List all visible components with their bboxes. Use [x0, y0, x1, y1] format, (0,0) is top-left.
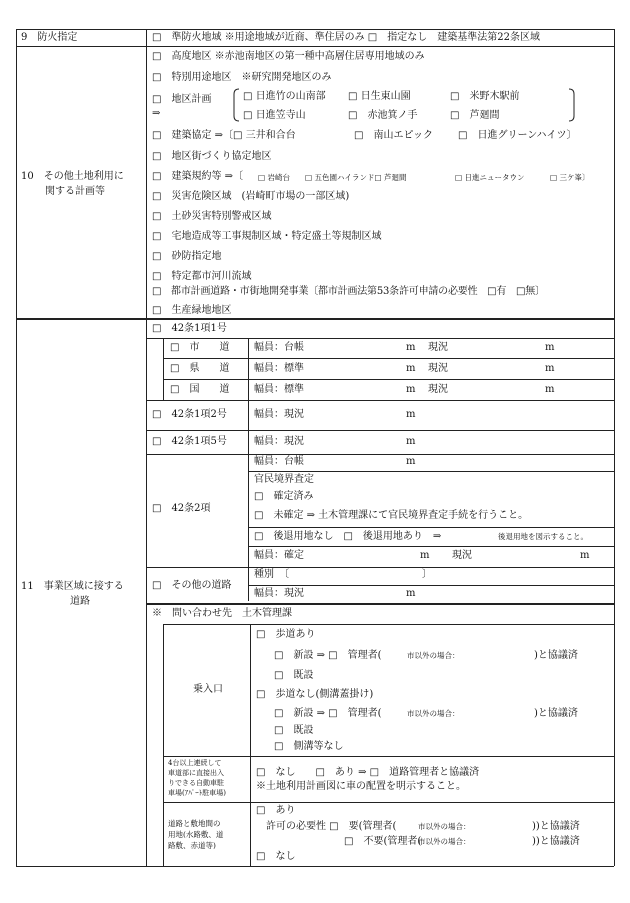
shikichi-nashi-checkbox[interactable]: □ なし — [256, 851, 296, 862]
other-road-width: 幅員：現況 — [254, 588, 304, 599]
sec9-bottom — [16, 46, 614, 47]
kokudo-width-unit: m — [406, 384, 416, 395]
road-42-1-1-checkbox[interactable]: □ 42条1項1号 — [152, 323, 227, 334]
dosha-checkbox[interactable]: □ 土砂災害特別警戒区域 — [152, 211, 272, 222]
road-42-1-2-width: 幅員：現況 — [254, 409, 304, 420]
parking-label-3: りできる自動車駐 — [168, 779, 224, 787]
sonota-bottom — [146, 603, 614, 605]
kyotei-checkbox[interactable]: □ 建築協定 ⇒〔□ 三井和合台 — [152, 130, 296, 141]
noriire-label: 乗入口 — [193, 684, 223, 695]
hodo-ari-post: )と協議済 — [534, 650, 578, 661]
kiyaku-opt-goshikien[interactable]: □ 五色園ハイランド□ 芦廻間 — [305, 173, 407, 182]
shubetsu-close: 〕 — [422, 569, 432, 580]
shikichi-label-2: 用地(水路敷、道 — [168, 830, 224, 839]
sec10-label-1: 10 その他土地利用に — [21, 171, 124, 182]
kokudo-checkbox[interactable]: □ 国 道 — [170, 384, 230, 395]
shido-width-unit: m — [406, 342, 416, 353]
saigai-checkbox[interactable]: □ 災害危険区域 (岩崎町市場の一部区域) — [152, 191, 350, 202]
kyoka-yo-checkbox[interactable]: 許可の必要性 □ 要(管理者( — [266, 821, 397, 832]
tokubetsu-checkbox[interactable]: □ 特別用途地区 ※研究開発地区のみ — [152, 72, 332, 83]
chiku-opt-hazama[interactable]: □ 芦廻間 — [450, 110, 500, 121]
kotai-options[interactable]: □ 後退用地なし □ 後退用地あり ⇒ — [254, 531, 442, 542]
road-42-1-2-checkbox[interactable]: □ 42条1項2号 — [152, 409, 227, 420]
road-42-1-5-width: 幅員：現況 — [254, 436, 304, 447]
kanmin-title: 官民境界査定 — [254, 474, 314, 485]
parking-bottom — [163, 802, 614, 803]
kendo-checkbox[interactable]: □ 県 道 — [170, 363, 230, 374]
sec10-label-2: 関する計画等 — [45, 186, 105, 197]
kendo-width-label: 幅員：標準 — [254, 363, 304, 374]
kakutei-zumi-checkbox[interactable]: □ 確定済み — [254, 491, 314, 502]
sec10-bottom — [16, 318, 614, 320]
chiku-opt-minote[interactable]: □ 赤池箕ノ手 — [348, 110, 418, 121]
kotai-note: 後退用地を図示すること。 — [498, 532, 588, 541]
shikichi-ari-checkbox[interactable]: □ あり — [256, 805, 296, 816]
chiku-opt-takenoyama[interactable]: □ 日進竹の山南部 — [243, 91, 326, 102]
kendo-genkyo-label: 現況 — [428, 363, 448, 374]
kyoka-yo-note: 市以外の場合： — [418, 822, 471, 831]
other-road-unit: m — [406, 588, 416, 599]
road-42-1-5-unit: m — [406, 436, 416, 447]
chiku-opt-higashiyama[interactable]: □ 日生東山園 — [348, 91, 411, 102]
road-42-2-checkbox[interactable]: □ 42条2項 — [152, 503, 211, 514]
parking-note: ※土地利用計画図に車の配置を明示すること。 — [256, 781, 466, 792]
sabo-checkbox[interactable]: □ 砂防指定地 — [152, 251, 222, 262]
chiku-opt-kasadera[interactable]: □ 日進笠寺山 — [243, 110, 306, 121]
kotai-bottom — [248, 546, 614, 547]
contact-note: ※ 問い合わせ先 土木管理課 — [152, 608, 292, 619]
kendo-bottom — [163, 379, 614, 380]
machizukuri-checkbox[interactable]: □ 地区街づくり協定地区 — [152, 151, 272, 162]
road-42-2-kakutei: 幅員：確定 — [254, 550, 304, 561]
kasen-checkbox[interactable]: □ 特定都市河川流域 — [152, 271, 252, 282]
lower-mid-col — [250, 624, 251, 866]
mikakutei-checkbox[interactable]: □ 未確定 ⇒ 土木管理課にて官民境界査定手続を行うこと。 — [254, 510, 529, 521]
frame-top — [16, 29, 614, 30]
kanmin-bottom — [248, 527, 614, 528]
kiyaku-checkbox[interactable]: □ 建築規約等 ⇒〔 — [152, 171, 244, 182]
kyotei-opt-green[interactable]: □ 日進グリーンハイツ〕 — [458, 130, 577, 141]
chiku-opt-komenogi[interactable]: □ 米野木駅前 — [450, 91, 520, 102]
shido-width-label: 幅員：台帳 — [254, 342, 304, 353]
noriire-bottom — [163, 756, 614, 757]
sokko-checkbox[interactable]: □ 側溝等なし — [274, 741, 344, 752]
kiyaku-opt-newtown[interactable]: □ 日進ニュータウン — [455, 173, 525, 182]
hodo-ari-kisetsu[interactable]: □ 既設 — [274, 670, 314, 681]
shubetsu-bottom — [248, 585, 614, 586]
chiku-arrow: ⇒ — [152, 108, 161, 119]
kendo-genkyo-unit: m — [545, 363, 555, 374]
r2-bottom — [146, 430, 614, 431]
column-divider — [146, 29, 147, 866]
daicho2-bottom — [248, 471, 614, 472]
shido-bottom — [163, 358, 614, 359]
r1-bottom-line — [146, 338, 614, 339]
frame-left — [16, 29, 17, 866]
kyoka-fuyo-post: ))と協議済 — [532, 836, 580, 847]
road-42-2-daicho-unit: m — [406, 456, 416, 467]
road-42-2-daicho: 幅員：台帳 — [254, 456, 304, 467]
lower-inner-left — [163, 624, 164, 866]
kyotei-opt-epic[interactable]: □ 南山エピック — [354, 130, 434, 141]
hodo-nashi-shinsetsu[interactable]: □ 新設 ⇒ □ 管理者( — [274, 708, 382, 719]
road-42-1-5-checkbox[interactable]: □ 42条1項5号 — [152, 436, 227, 447]
kiyaku-opt-iwasakidai[interactable]: □ 岩崎台 — [258, 173, 290, 182]
r5-bottom — [146, 454, 614, 455]
kokudo-genkyo-unit: m — [545, 384, 555, 395]
sec9-label: 9 防火指定 — [21, 32, 78, 43]
sec11-label-2: 道路 — [70, 596, 90, 607]
shikichi-label-3: 路敷、赤道等) — [168, 841, 216, 850]
parking-options[interactable]: □ なし □ あり ⇒ □ 道路管理者と協議済 — [256, 767, 480, 778]
frame-bottom — [16, 866, 614, 867]
frame-right — [614, 29, 615, 866]
shubetsu-label: 種別 〔 — [254, 569, 289, 580]
road-42-2-genkyo-label: 現況 — [452, 550, 472, 561]
takuchi-checkbox[interactable]: □ 宅地造成等工事規制区域・特定盛土等規制区域 — [152, 231, 382, 242]
width-col-line — [248, 338, 249, 601]
subroad-left — [163, 338, 164, 400]
shido-checkbox[interactable]: □ 市 道 — [170, 342, 230, 353]
road-42-2-kakutei-unit: m — [420, 550, 430, 561]
kyoka-fuyo-checkbox[interactable]: □ 不要(管理者( — [344, 836, 422, 847]
seisan-checkbox[interactable]: □ 生産緑地地区 — [152, 305, 232, 316]
hodo-ari-shinsetsu[interactable]: □ 新設 ⇒ □ 管理者( — [274, 650, 382, 661]
hodo-nashi-post: )と協議済 — [534, 708, 578, 719]
kiyaku-opt-mikagamine[interactable]: □ 三ケ峯〕 — [550, 173, 590, 182]
koudo-checkbox[interactable]: □ 高度地区 ※赤池南地区の第一種中高層住居専用地域のみ — [152, 51, 425, 62]
kyoka-fuyo-note: 市以外の場合： — [418, 837, 471, 846]
hodo-nashi-note: 市以外の場合： — [407, 709, 460, 718]
kyoka-yo-post: ))と協議済 — [532, 821, 580, 832]
sec11-label-1: 11 事業区域に接する — [21, 581, 124, 592]
parking-label-2: 車道部に直接出入 — [168, 769, 224, 777]
road-42-2-genkyo-unit: m — [580, 550, 590, 561]
shido-genkyo-unit: m — [545, 342, 555, 353]
kokudo-width-label: 幅員：標準 — [254, 384, 304, 395]
chiku-checkbox[interactable]: □ 地区計画 — [152, 94, 212, 105]
shido-genkyo-label: 現況 — [428, 342, 448, 353]
toshi-checkbox[interactable]: □ 都市計画道路・市街地開発事業〔都市計画法第53条許可申請の必要性 □有 □無〕 — [152, 286, 545, 297]
toiawase-bottom — [163, 624, 614, 625]
hodo-ari-checkbox[interactable]: □ 歩道あり — [256, 629, 316, 640]
kendo-width-unit: m — [406, 363, 416, 374]
road-42-1-2-unit: m — [406, 409, 416, 420]
hodo-nashi-checkbox[interactable]: □ 歩道なし(側溝蓋掛け) — [256, 689, 374, 700]
hodo-ari-note: 市以外の場合： — [407, 651, 460, 660]
r42-2-bottom — [146, 567, 614, 568]
parking-label-1: 4台以上連続して — [168, 759, 222, 767]
parking-label-4: 車場(ｱﾊﾟｰﾄ駐車場) — [168, 789, 226, 797]
other-road-checkbox[interactable]: □ その他の道路 — [152, 580, 232, 591]
hodo-nashi-kisetsu[interactable]: □ 既設 — [274, 725, 314, 736]
kokudo-genkyo-label: 現況 — [428, 384, 448, 395]
shikichi-label-1: 道路と敷地間の — [168, 819, 221, 828]
r1-block-bottom — [146, 400, 614, 401]
fireproof-options[interactable]: □ 準防火地域 ※用途地域が近商、準住居のみ □ 指定なし 建築基準法第22条区域 — [152, 32, 540, 43]
